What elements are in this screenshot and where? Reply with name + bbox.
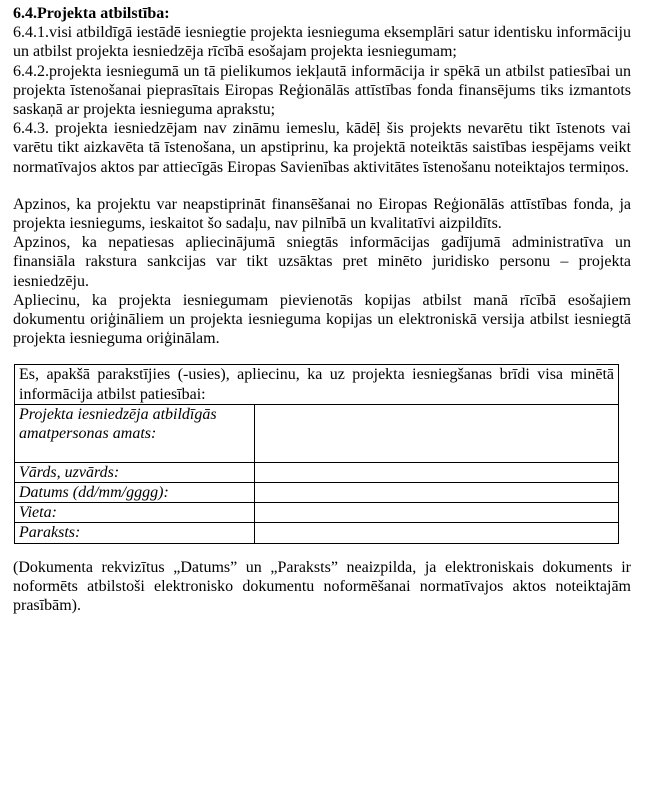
table-row [15, 462, 619, 482]
spacer [13, 177, 631, 195]
value-position[interactable] [255, 404, 619, 462]
table-row [15, 404, 619, 462]
label-place: Vieta: [15, 503, 255, 523]
paragraph-not-approved: Apzinos, ka projektu var neapstiprināt finansēšanai no Eiropas Reģionālās attīstības fonda, ja projekta iesniegums, ieskaitot šo sadaļu, nav pilnībā un kvalitatīvi aizpildīts. [13, 195, 631, 233]
label-date: Datums (dd/mm/gggg): [15, 483, 255, 503]
label-name: Vārds, uzvārds: [15, 462, 255, 482]
item-6-4-2: 6.4.2.projekta iesniegumā un tā pielikumos iekļautā informācija ir spēkā un atbilst patiesībai un projekta īstenošanai pieprasītais Eiropas Reģionālās attīstības fonda finansējums tiks izmantots saskaņā ar projekta iesnieguma aprakstu; [13, 62, 631, 119]
signature-table [14, 364, 619, 543]
item-6-4-1: 6.4.1.visi atbildīgā iestādē iesniegtie projekta iesnieguma eksemplāri satur identisku informāciju un atbilst projekta iesniedzēja rīcībā esošajam projekta iesniegumam; [13, 24, 631, 61]
paragraph-sanctions: Apzinos, ka nepatiesas apliecinājumā sniegtās informācijas gadījumā administratīva un finansiāla rakstura sankcijas var tikt uzsāktas pret minēto juridisko personu – projekta iesniedzēju. [13, 234, 631, 290]
section-title: 6.4.Projekta atbilstība: [13, 5, 170, 22]
paragraph-copies: Apliecinu, ka projekta iesniegumam pievienotās kopijas atbilst manā rīcībā esošajiem dokumentu oriģināliem un projekta iesnieguma kopijas un elektroniskā versija atbilst iesniegtā projekta iesnieguma oriģinālam. [13, 291, 631, 348]
table-row [15, 523, 619, 543]
footnote: (Dokumenta rekvizītus „Datums” un „Paraksts” neaizpilda, ja elektroniskais dokuments ir noformēts atbilstoši elektronisko dokumentu noformēšanai normatīvajos aktos noteiktajām prasībām). [13, 558, 631, 615]
table-row [15, 483, 619, 503]
value-signature[interactable] [255, 523, 619, 543]
table-row [15, 503, 619, 523]
value-name[interactable] [255, 462, 619, 482]
value-place[interactable] [255, 503, 619, 523]
signature-header-row [15, 365, 619, 404]
signature-header: Es, apakšā parakstījies (-usies), apliecinu, ka uz projekta iesniegšanas brīdi visa minētā informācija atbilst patiesībai: [15, 365, 619, 404]
label-signature: Paraksts: [15, 523, 255, 543]
label-position: Projekta iesniedzēja atbildīgās amatpersonas amats: [15, 404, 255, 462]
document-page [13, 4, 631, 631]
item-6-4-3: 6.4.3. projekta iesniedzējam nav zināmu iemeslu, kādēļ šis projekts nevarētu tikt īstenots vai varētu tikt aizkavēta tā īstenošana, un apstiprinu, ka projektā noteiktās saistības iespējams veikt normatīvajos aktos par attiecīgās Eiropas Savienības aktivitātes īstenošanu noteiktajos termiņos. [13, 120, 631, 176]
value-date[interactable] [255, 483, 619, 503]
